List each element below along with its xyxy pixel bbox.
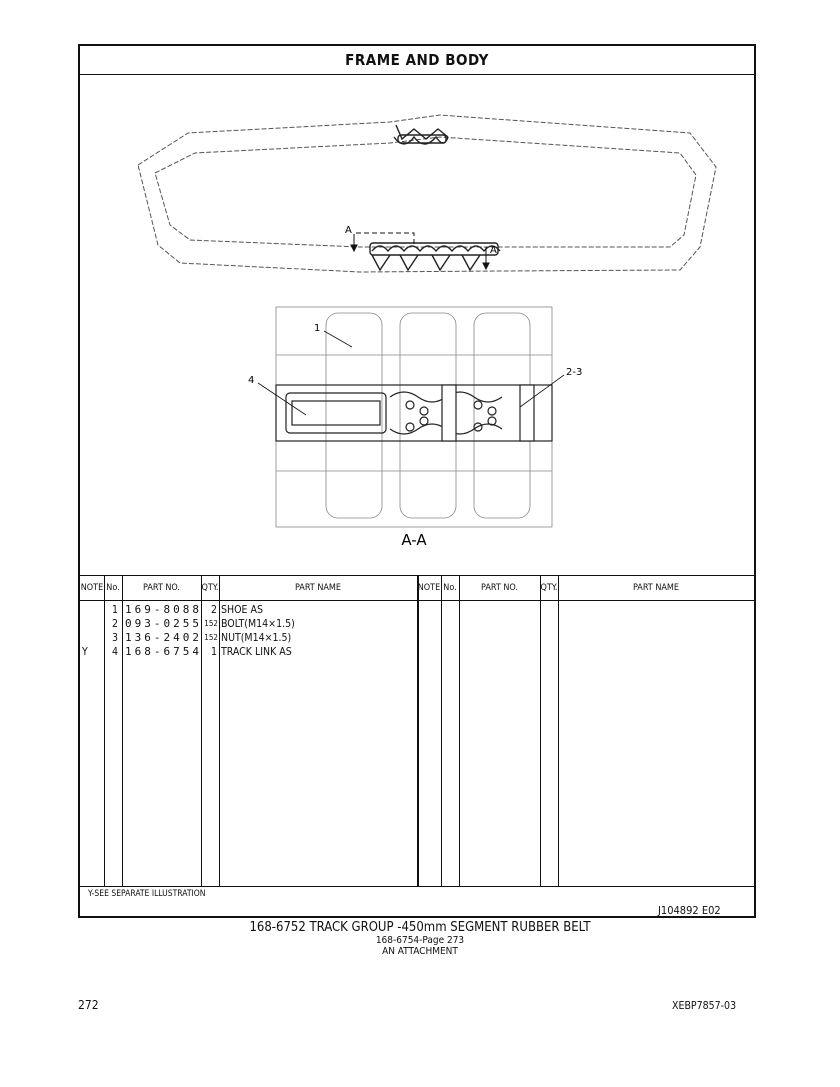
section-mark-right: A	[490, 245, 497, 256]
callout-1: 1	[314, 323, 321, 334]
page-number: 272	[78, 998, 99, 1012]
caption-title: 168-6752 TRACK GROUP -450mm SEGMENT RUBBER BELT	[249, 920, 591, 935]
col-qty: QTY.	[201, 583, 219, 593]
col-no-2: No.	[443, 583, 457, 593]
track-illustration	[80, 75, 754, 575]
col-part-name-2: PART NAME	[632, 583, 680, 593]
callout-4: 4	[248, 375, 255, 386]
caption-attachment: AN ATTACHMENT	[382, 946, 458, 957]
footnote: Y-SEE SEPARATE ILLUSTRATION	[88, 889, 206, 899]
page-title: FRAME AND BODY	[80, 46, 754, 75]
col-note-2: NOTE	[417, 583, 441, 593]
callout-2-3: 2-3	[566, 367, 583, 378]
col-part-no: PART NO.	[143, 583, 180, 593]
parts-table: NOTE No. PART NO. QTY. PART NAME NOTE No. PART NO. QTY. PART NAME 1 169-8088 2 SHOE AS 2 093-0255 152 BOLT(M14×1.5) 3 136-2402 152 NUT(M14×1.5) Y 4 168-6754 1 TRACK LINK AS Y-SEE SEPARATE ILLUSTRATION J104892 E02	[80, 575, 754, 919]
drawing-number: J104892 E02	[658, 904, 721, 917]
section-label: A-A	[401, 531, 427, 549]
col-no: No.	[106, 583, 120, 593]
col-qty-2: QTY.	[540, 583, 558, 593]
document-id: XEBP7857-03	[672, 1000, 737, 1012]
caption-reference: 168-6754-Page 273	[375, 935, 465, 946]
col-part-no-2: PART NO.	[481, 583, 518, 593]
section-mark-left: A	[345, 225, 352, 236]
parts-frame	[78, 44, 756, 918]
col-note: NOTE	[80, 583, 104, 593]
col-part-name: PART NAME	[294, 583, 342, 593]
